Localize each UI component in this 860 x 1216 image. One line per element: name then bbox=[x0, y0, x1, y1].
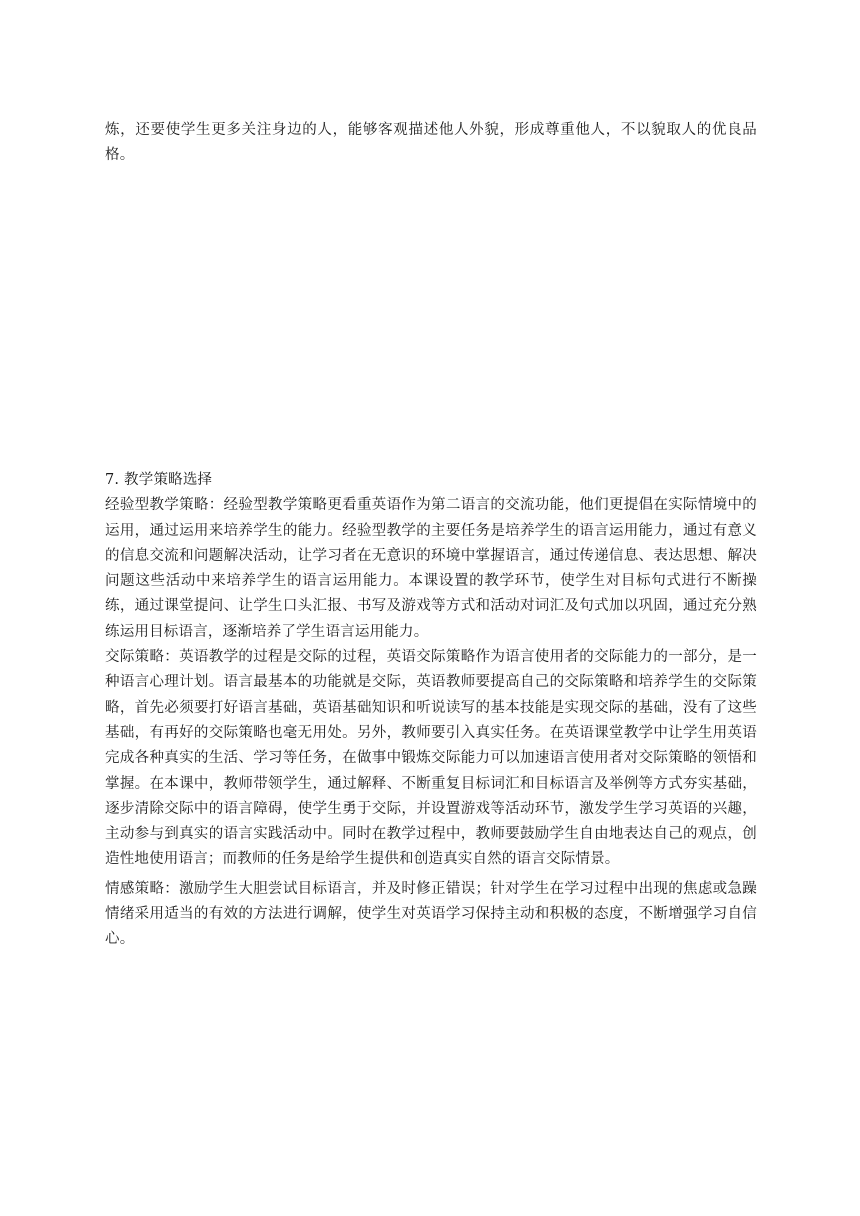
section-heading: 7. 教学策略选择 bbox=[105, 472, 213, 488]
paragraph-affective-strategy: 情感策略：激励学生大胆尝试目标语言，并及时修正错误；针对学生在学习过程中出现的焦虑或急躁情绪采用适当的有效的方法进行调解，使学生对英语学习保持主动和积极的态度，不断增强学习自信心。 bbox=[105, 880, 757, 948]
paragraph-communicative-strategy: 交际策略：英语教学的过程是交际的过程，英语交际策略作为语言使用者的交际能力的一部分，是一种语言心理计划。语言最基本的功能就是交际，英语教师要提高自己的交际策略和培养学生的交际策略，首先必须要打好语言基础，英语基础知识和听说读写的基本技能是实现交际的基础，没有了这些基础，有再好的交际策略也毫无用处。另外，教师要引入真实任务。在英语课堂教学中让学生用英语完成各种真实的生活、学习等任务，在做事中锻炼交际能力可以加速语言使用者对交际策略的领悟和掌握。在本课中，教师带领学生，通过解释、不断重复目标词汇和目标语言及举例等方式夯实基础，逐步清除交际中的语言障碍，使学生勇于交际，并设置游戏等活动环节，激发学生学习英语的兴趣，主动参与到真实的语言实践活动中。同时在教学过程中，教师要鼓励学生自由地表达自己的观点，创造性地使用语言；而教师的任务是给学生提供和创造真实自然的语言交际情景。 bbox=[105, 649, 757, 868]
continuation-paragraph: 炼，还要使学生更多关注身边的人，能够客观描述他人外貌，形成尊重他人，不以貌取人的优良品格。 bbox=[105, 122, 757, 164]
section-teaching-strategy bbox=[105, 468, 757, 953]
paragraph-experiential-strategy: 经验型教学策略：经验型教学策略更看重英语作为第二语言的交流功能，他们更提倡在实际情境中的运用，通过运用来培养学生的能力。经验型教学的主要任务是培养学生的语言运用能力，通过有意义的信息交流和问题解决活动，让学习者在无意识的环境中掌握语言，通过传递信息、表达思想、解决问题这些活动中来培养学生的语言运用能力。本课设置的教学环节，使学生对目标句式进行不断操练，通过课堂提问、让学生口头汇报、书写及游戏等方式和活动对词汇及句式加以巩固，通过充分熟练运用目标语言，逐渐培养了学生语言运用能力。 bbox=[105, 497, 757, 640]
continuation-block bbox=[105, 118, 757, 169]
